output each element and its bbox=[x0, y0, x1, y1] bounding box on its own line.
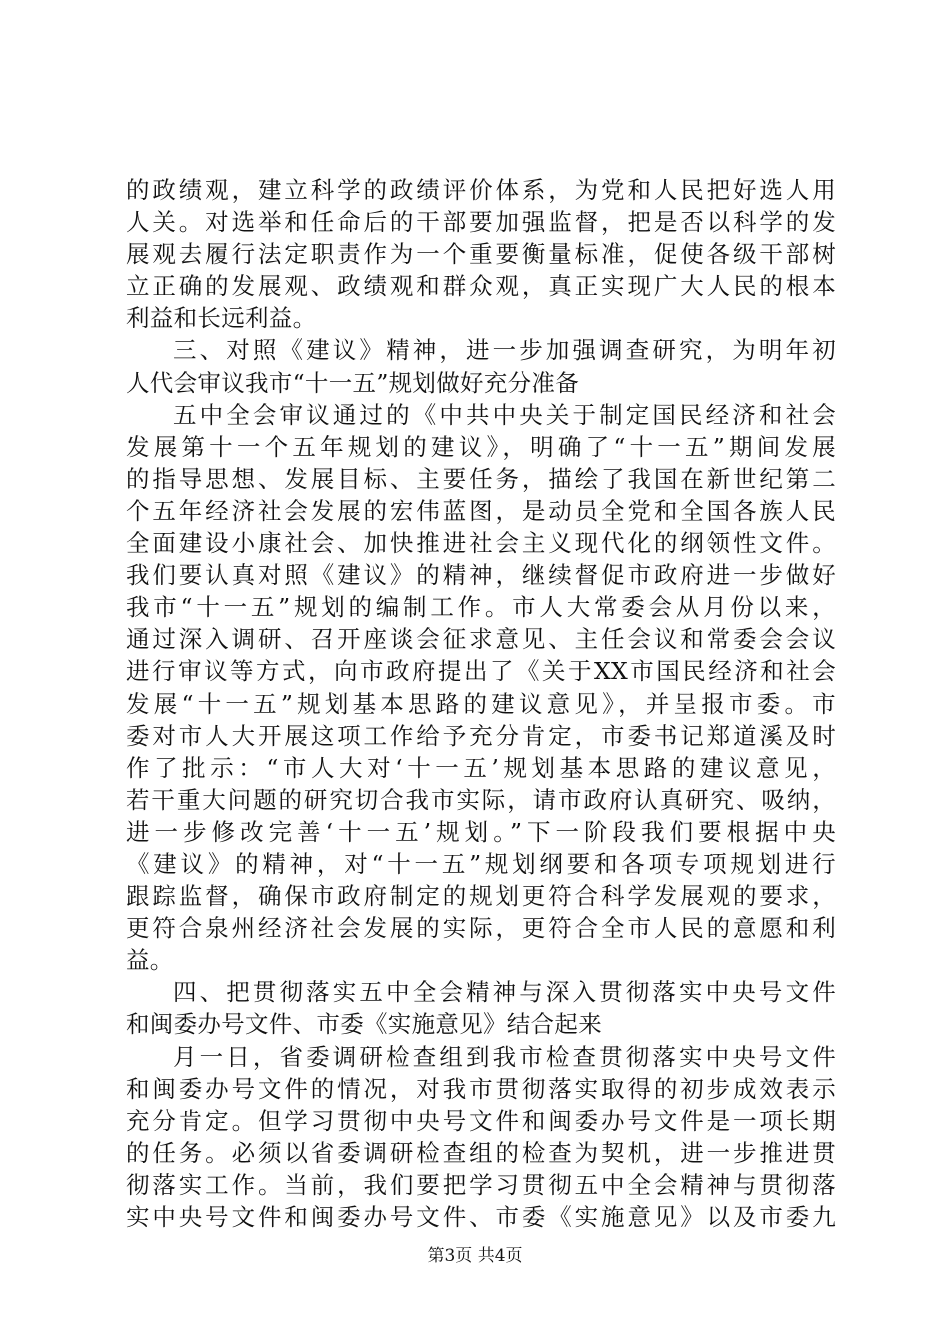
text-line: 实中央号文件和闽委办号文件、市委《实施意见》以及市委九 bbox=[126, 1203, 836, 1231]
text-line: 进行审议等方式，向市政府提出了《关于XX市国民经济和社会 bbox=[126, 657, 836, 686]
text-line: 展观去履行法定职责作为一个重要衡量标准，促使各级干部树 bbox=[126, 240, 836, 269]
text-line: 个五年经济社会发展的宏伟蓝图，是动员全党和全国各族人民 bbox=[126, 496, 836, 525]
text-line: 作了批示：“市人大对‘十一五’规划基本思路的建议意见， bbox=[126, 753, 836, 782]
text-line: 的指导思想、发展目标、主要任务，描绘了我国在新世纪第二 bbox=[126, 464, 836, 493]
section-heading-line: 和闽委办号文件、市委《实施意见》结合起来 bbox=[126, 1010, 602, 1039]
text-line: 益。 bbox=[126, 946, 174, 975]
text-line: 全面建设小康社会、加快推进社会主义现代化的纲领性文件。 bbox=[126, 529, 836, 558]
text-line: 发展“十一五”规划基本思路的建议意见》，并呈报市委。市 bbox=[126, 689, 836, 718]
text-line: 通过深入调研、召开座谈会征求意见、主任会议和常委会会议 bbox=[126, 625, 836, 654]
text-line: 我们要认真对照《建议》的精神，继续督促市政府进一步做好 bbox=[126, 561, 836, 590]
text-line: 我市“十一五”规划的编制工作。市人大常委会从月份以来， bbox=[126, 593, 836, 622]
text-line: 更符合泉州经济社会发展的实际，更符合全市人民的意愿和利 bbox=[126, 914, 836, 943]
text-line: 彻落实工作。当前，我们要把学习贯彻五中全会精神与贯彻落 bbox=[126, 1170, 836, 1199]
text-line: 《建议》的精神，对“十一五”规划纲要和各项专项规划进行 bbox=[126, 849, 836, 878]
text-line: 五中全会审议通过的《中共中央关于制定国民经济和社会 bbox=[173, 400, 836, 429]
page-number-label: 第3页 共4页 bbox=[427, 1246, 523, 1266]
text-line: 发展第十一个五年规划的建议》，明确了“十一五”期间发展 bbox=[126, 432, 836, 461]
section-heading-line: 人代会审议我市“十一五”规划做好充分准备 bbox=[126, 368, 580, 397]
section-heading-line: 三、对照《建议》精神，进一步加强调查研究，为明年初 bbox=[173, 336, 836, 365]
text-line: 利益和长远利益。 bbox=[126, 304, 317, 333]
page-footer bbox=[0, 1245, 950, 1267]
text-line: 若干重大问题的研究切合我市实际，请市政府认真研究、吸纳， bbox=[126, 785, 836, 814]
text-line: 跟踪监督，确保市政府制定的规划更符合科学发展观的要求， bbox=[126, 882, 836, 911]
section-heading-line: 四、把贯彻落实五中全会精神与深入贯彻落实中央号文件 bbox=[173, 978, 836, 1007]
text-line: 进一步修改完善‘十一五’规划。”下一阶段我们要根据中央 bbox=[126, 817, 836, 846]
text-line: 的政绩观，建立科学的政绩评价体系，为党和人民把好选人用 bbox=[126, 176, 836, 204]
text-line: 的任务。必须以省委调研检查组的检查为契机，进一步推进贯 bbox=[126, 1138, 836, 1167]
text-line: 充分肯定。但学习贯彻中央号文件和闽委办号文件是一项长期 bbox=[126, 1106, 836, 1135]
body-text bbox=[126, 174, 836, 1233]
text-line: 人关。对选举和任命后的干部要加强监督，把是否以科学的发 bbox=[126, 208, 836, 237]
text-line: 和闽委办号文件的情况，对我市贯彻落实取得的初步成效表示 bbox=[126, 1074, 836, 1103]
text-line: 委对市人大开展这项工作给予充分肯定，市委书记郑道溪及时 bbox=[126, 721, 836, 750]
text-line: 立正确的发展观、政绩观和群众观，真正实现广大人民的根本 bbox=[126, 272, 836, 301]
text-line: 月一日，省委调研检查组到我市检查贯彻落实中央号文件 bbox=[173, 1042, 836, 1071]
